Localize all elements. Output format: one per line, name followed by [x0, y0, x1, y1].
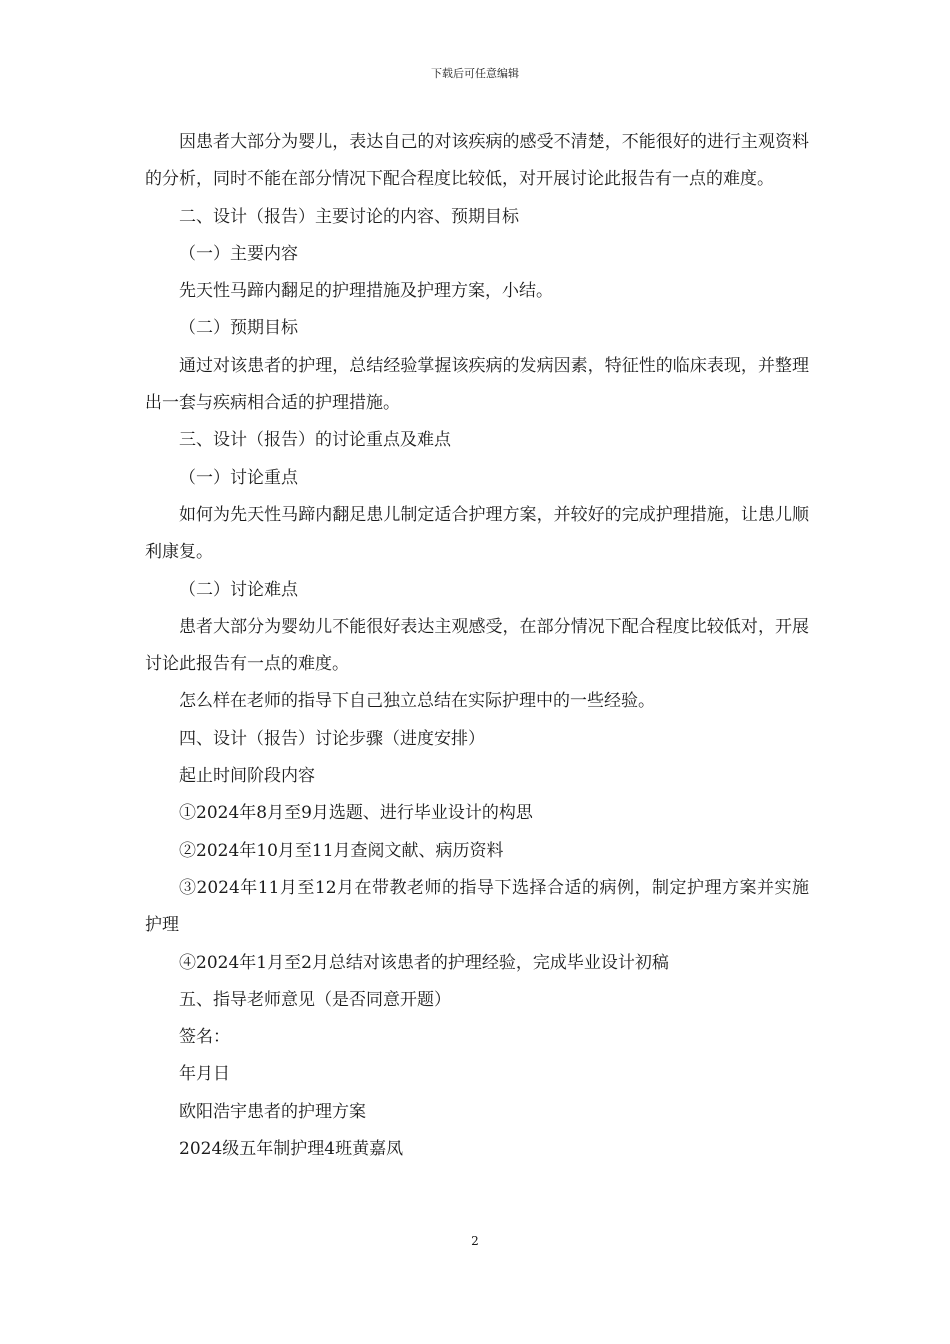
heading-section-2: 二、设计（报告）主要讨论的内容、预期目标 — [179, 206, 519, 227]
schedule-item-4: ④2024年1月至2月总结对该患者的护理经验，完成毕业设计初稿 — [179, 952, 669, 973]
schedule-item-1: ①2024年8月至9月选题、进行毕业设计的构思 — [179, 803, 533, 824]
date-label: 年月日 — [179, 1064, 230, 1085]
paragraph-difficulties: 患者大部分为婴幼儿不能很好表达主观感受，在部分情况下配合程度比较低对，开展讨论此报告有一点的难度。 — [145, 616, 809, 675]
heading-section-5: 五、指导老师意见（是否同意开题） — [179, 989, 451, 1010]
author-line: 2024级五年制护理4班黄嘉凤 — [179, 1139, 404, 1160]
subheading-difficulties: （二）讨论难点 — [179, 579, 298, 600]
subheading-key-points: （一）讨论重点 — [179, 467, 298, 488]
heading-section-3: 三、设计（报告）的讨论重点及难点 — [179, 430, 451, 451]
paragraph-main-content: 先天性马蹄内翻足的护理措施及护理方案，小结。 — [179, 281, 553, 302]
care-plan-title: 欧阳浩宇患者的护理方案 — [179, 1101, 366, 1122]
paragraph-expected-goals: 通过对该患者的护理，总结经验掌握该疾病的发病因素，特征性的临床表现，并整理出一套与疾病相合适的护理措施。 — [145, 355, 809, 414]
page-header: 下载后可任意编辑 — [431, 67, 519, 80]
subheading-expected-goals: （二）预期目标 — [179, 318, 298, 339]
paragraph-summary-experience: 怎么样在老师的指导下自己独立总结在实际护理中的一些经验。 — [179, 691, 655, 712]
document-body — [145, 124, 809, 1168]
paragraph-schedule-header: 起止时间阶段内容 — [179, 766, 315, 787]
paragraph-key-points: 如何为先天性马蹄内翻足患儿制定适合护理方案，并较好的完成护理措施，让患儿顺利康复。 — [145, 504, 809, 563]
schedule-item-3: ③2024年11月至12月在带教老师的指导下选择合适的病例，制定护理方案并实施护理 — [145, 877, 809, 936]
schedule-item-2: ②2024年10月至11月查阅文献、病历资料 — [179, 840, 504, 861]
paragraph-patient-difficulty: 因患者大部分为婴儿，表达自己的对该疾病的感受不清楚，不能很好的进行主观资料的分析，同时不能在部分情况下配合程度比较低，对开展讨论此报告有一点的难度。 — [145, 132, 809, 190]
signature-label: 签名： — [179, 1027, 230, 1048]
subheading-main-content: （一）主要内容 — [179, 243, 298, 264]
page-number: 2 — [471, 1234, 479, 1248]
heading-section-4: 四、设计（报告）讨论步骤（进度安排） — [179, 728, 485, 749]
